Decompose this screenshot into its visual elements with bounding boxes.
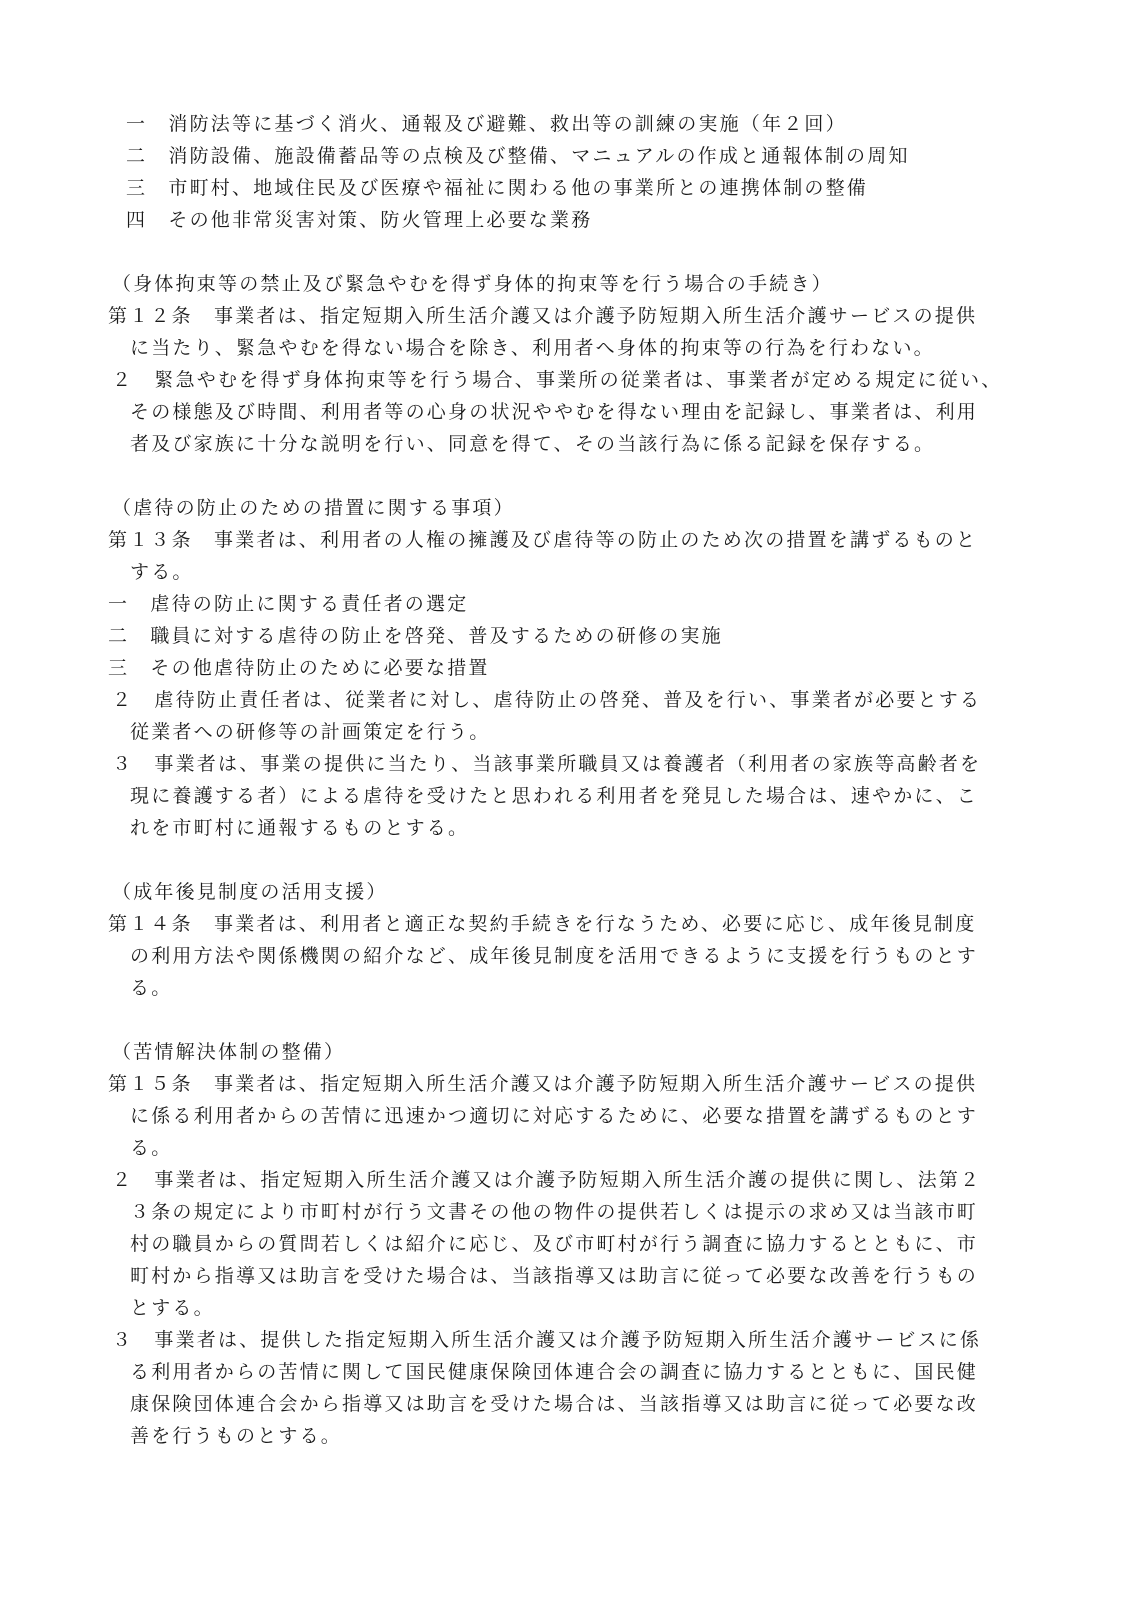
blank-line: [108, 1004, 1008, 1036]
continuation-line: る。: [130, 977, 173, 999]
continuation-line: る。: [130, 1137, 173, 1159]
paragraph-line: ２ 緊急やむを得ず身体拘束等を行う場合、事業所の従業者は、事業者が定める規定に従い、: [112, 369, 1003, 391]
article-line: 一 虐待の防止に関する責任者の選定: [108, 593, 469, 615]
paragraph-line: ２ 虐待防止責任者は、従業者に対し、虐待防止の啓発、普及を行い、事業者が必要とする: [112, 689, 982, 711]
section-heading: （身体拘束等の禁止及び緊急やむを得ず身体的拘束等を行う場合の手続き）: [112, 273, 833, 295]
continuation-line: 者及び家族に十分な説明を行い、同意を得て、その当該行為に係る記録を保存する。: [130, 433, 936, 455]
blank-line: [108, 236, 1008, 268]
continuation-line: 町村から指導又は助言を受けた場合は、当該指導又は助言に従って必要な改善を行うもの: [130, 1265, 979, 1287]
paragraph-line: ２ 事業者は、指定短期入所生活介護又は介護予防短期入所生活介護の提供に関し、法第２: [112, 1169, 982, 1191]
list-item: 一 消防法等に基づく消火、通報及び避難、救出等の訓練の実施（年２回）: [126, 113, 847, 135]
section-heading: （成年後見制度の活用支援）: [112, 881, 388, 903]
article-line: 第１５条 事業者は、指定短期入所生活介護又は介護予防短期入所生活介護サービスの提供: [108, 1073, 978, 1095]
blank-line: [108, 844, 1008, 876]
continuation-line: 従業者への研修等の計画策定を行う。: [130, 721, 491, 743]
continuation-line: とする。: [130, 1297, 215, 1319]
paragraph-line: ３ 事業者は、事業の提供に当たり、当該事業所職員又は養護者（利用者の家族等高齢者を: [112, 753, 982, 775]
continuation-line: に係る利用者からの苦情に迅速かつ適切に対応するために、必要な措置を講ずるものとす: [130, 1105, 979, 1127]
list-item: 三 市町村、地域住民及び医療や福祉に関わる他の事業所との連携体制の整備: [126, 177, 869, 199]
article-line: 二 職員に対する虐待の防止を啓発、普及するための研修の実施: [108, 625, 723, 647]
article-line: 第１２条 事業者は、指定短期入所生活介護又は介護予防短期入所生活介護サービスの提供: [108, 305, 978, 327]
list-item: 二 消防設備、施設備蓄品等の点検及び整備、マニュアルの作成と通報体制の周知: [126, 145, 910, 167]
continuation-line: 康保険団体連合会から指導又は助言を受けた場合は、当該指導又は助言に従って必要な改: [130, 1393, 979, 1415]
section-heading: （苦情解決体制の整備）: [112, 1041, 346, 1063]
blank-line: [108, 460, 1008, 492]
continuation-line: 現に養護する者）による虐待を受けたと思われる利用者を発見した場合は、速やかに、こ: [130, 785, 979, 807]
continuation-line: る利用者からの苦情に関して国民健康保険団体連合会の調査に協力するとともに、国民健: [130, 1361, 979, 1383]
continuation-line: に当たり、緊急やむを得ない場合を除き、利用者へ身体的拘束等の行為を行わない。: [130, 337, 935, 359]
continuation-line: れを市町村に通報するものとする。: [130, 817, 470, 839]
continuation-line: その様態及び時間、利用者等の心身の状況ややむを得ない理由を記録し、事業者は、利用: [130, 401, 979, 423]
section-heading: （虐待の防止のための措置に関する事項）: [112, 497, 515, 519]
continuation-line: 善を行うものとする。: [130, 1425, 343, 1447]
article-line: 第１４条 事業者は、利用者と適正な契約手続きを行なうため、必要に応じ、成年後見制度: [108, 913, 977, 935]
article-line: 第１３条 事業者は、利用者の人権の擁護及び虐待等の防止のため次の措置を講ずるものと: [108, 529, 978, 551]
continuation-line: する。: [130, 561, 194, 583]
paragraph-line: ３ 事業者は、提供した指定短期入所生活介護又は介護予防短期入所生活介護サービスに係: [112, 1329, 982, 1351]
continuation-line: ３条の規定により市町村が行う文書その他の物件の提供若しくは提示の求め又は当該市町: [130, 1201, 979, 1223]
continuation-line: 村の職員からの質問若しくは紹介に応じ、及び市町村が行う調査に協力するとともに、市: [130, 1233, 979, 1255]
article-line: 三 その他虐待防止のために必要な措置: [108, 657, 490, 679]
list-item: 四 その他非常災害対策、防火管理上必要な業務: [126, 209, 593, 231]
continuation-line: の利用方法や関係機関の紹介など、成年後見制度を活用できるように支援を行うものとす: [130, 945, 979, 967]
document-body: [108, 108, 1008, 1452]
